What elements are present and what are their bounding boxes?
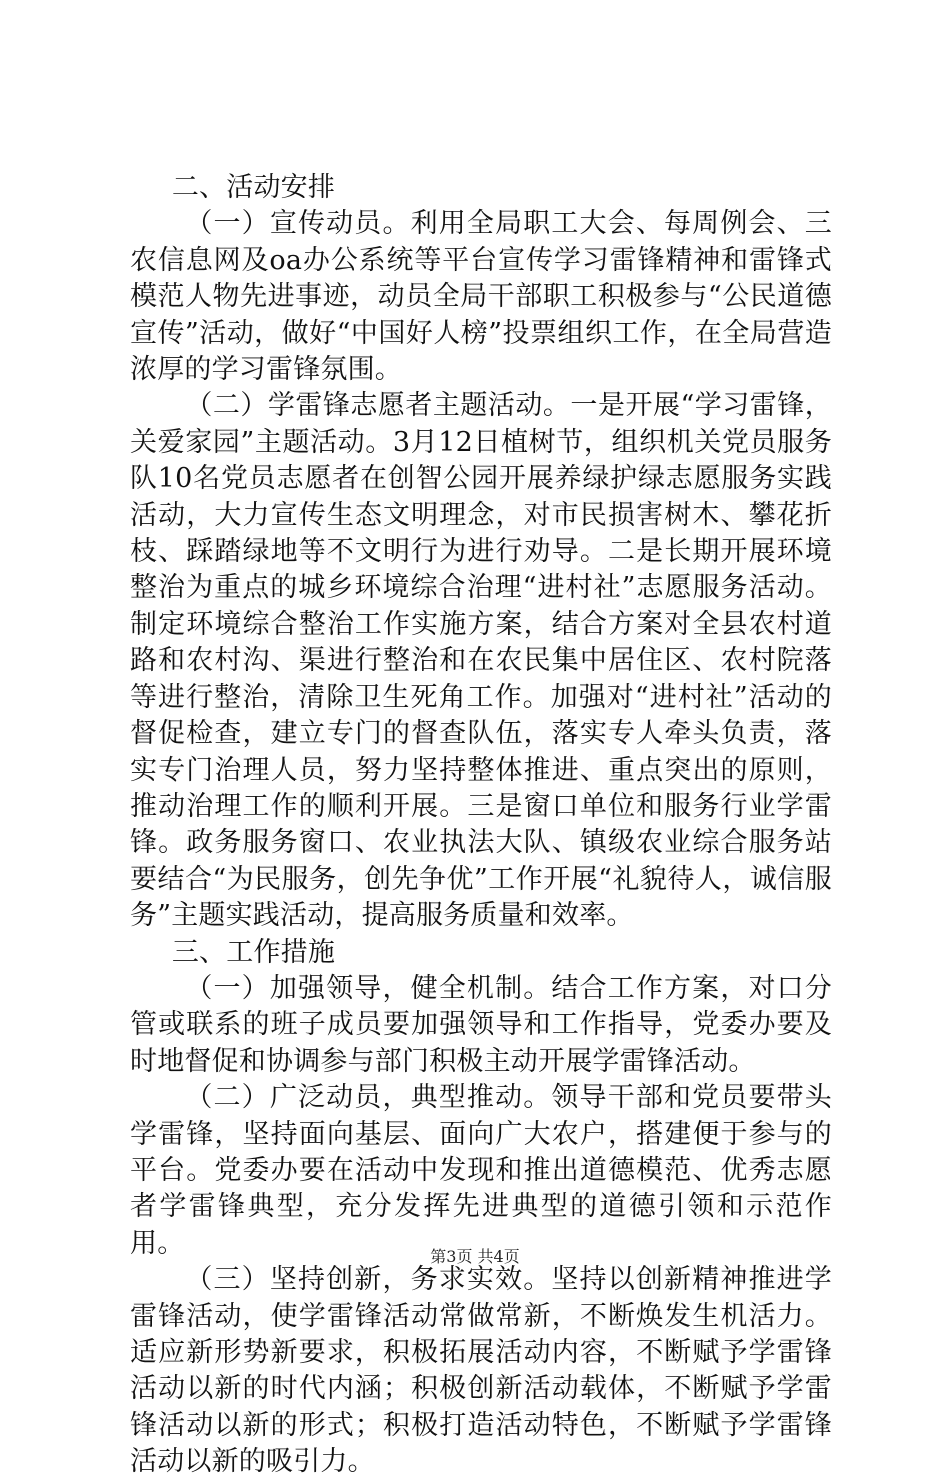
paragraph-innovation: （三）坚持创新，务求实效。坚持以创新精神推进学雷锋活动，使学雷锋活动常做常新，不断焕发生机活力。适应新形势新要求，积极拓展活动内容，不断赋予学雷锋活动以新的时代内涵；积极创新活动载体，不断赋予学雷锋活动以新的形式；积极打造活动特色，不断赋予学雷锋活动以新的吸引力。 bbox=[130, 1264, 832, 1478]
paragraph-broad-mobilization: （二）广泛动员，典型推动。领导干部和党员要带头学雷锋，坚持面向基层、面向广大农户，搭建便于参与的平台。党委办要在活动中发现和推出道德模范、优秀志愿者学雷锋典型，充分发挥先进典型的道德引领和示范作用。 bbox=[130, 1082, 832, 1259]
section-heading-activity-arrangement: 二、活动安排 bbox=[171, 172, 336, 203]
document-body bbox=[130, 170, 832, 1481]
paragraph-strengthen-leadership: （一）加强领导，健全机制。结合工作方案，对口分管或联系的班子成员要加强领导和工作指导，党委办要及时地督促和协调参与部门积极主动开展学雷锋活动。 bbox=[130, 972, 832, 1077]
section-heading-work-measures: 三、工作措施 bbox=[171, 936, 336, 968]
paragraph-volunteer-activities: （二）学雷锋志愿者主题活动。一是开展“学习雷锋，关爱家园”主题活动。3月12日植树节，组织机关党员服务队10名党员志愿者在创智公园开展养绿护绿志愿服务实践活动，大力宣传生态文明理念，对市民损害树木、攀花折枝、踩踏绿地等不文明行为进行劝导。二是长期开展环境整治为重点的城乡环境综合治理“进村社”志愿服务活动。制定环境综合整治工作实施方案，结合方案对全县农村道路和农村沟、渠进行整治和在农民集中居住区、农村院落等进行整治，清除卫生死角工作。加强对“进村社”活动的督促检查，建立专门的督查队伍，落实专人牵头负责，落实专门治理人员，努力坚持整体推进、重点突出的原则，推动治理工作的顺利开展。三是窗口单位和服务行业学雷锋。政务服务窗口、农业执法大队、镇级农业综合服务站要结合“为民服务，创先争优”工作开展“礼貌待人，诚信服务”主题实践活动，提高服务质量和效率。 bbox=[130, 390, 832, 932]
paragraph-publicity-mobilization: （一）宣传动员。利用全局职工大会、每周例会、三农信息网及oa办公系统等平台宣传学习雷锋精神和雷锋式模范人物先进事迹，动员全局干部职工积极参与“公民道德宣传”活动，做好“中国好人榜”投票组织工作，在全局营造浓厚的学习雷锋氛围。 bbox=[130, 208, 832, 386]
page-number-footer: 第3页 共4页 bbox=[430, 1247, 520, 1266]
